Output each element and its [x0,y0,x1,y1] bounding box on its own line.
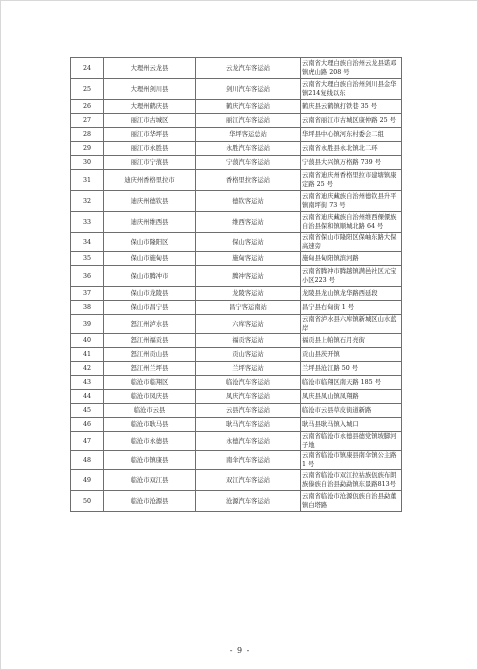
table-row [71,170,402,191]
address-cell: 宁蒗县大兴镇万格路 739 号 [301,156,402,170]
table-row [71,252,402,266]
table-row [71,315,402,334]
station-name-cell: 剑川汽车客运站 [196,79,301,100]
row-number-cell: 40 [71,334,104,348]
station-name-cell: 施甸客运站 [196,252,301,266]
station-name-cell: 临沧汽车客运站 [196,376,301,390]
address-cell: 云南省永胜县永北镇北二环 [301,142,402,156]
region-cell: 怒江州福贡县 [104,334,196,348]
table-row [71,128,402,142]
table-row [71,233,402,252]
address-cell: 临沧市临翔区南天路 185 号 [301,376,402,390]
row-number-cell: 28 [71,128,104,142]
station-name-cell: 云龙汽车客运站 [196,58,301,79]
region-cell: 迪庆州维西县 [104,212,196,233]
address-cell: 贡山县茨开镇 [301,348,402,362]
station-name-cell: 云县汽车客运站 [196,404,301,418]
address-cell: 云南省泸水县六库镇新城区山水蓝岸 [301,315,402,334]
address-cell: 云南省临沧市沧源佤族自治县勐董镇白塔路 [301,491,402,512]
address-cell: 云南省保山市隆阳区保岫东路大保高速旁 [301,233,402,252]
region-cell: 临沧市永德县 [104,432,196,451]
row-number-cell: 48 [71,451,104,470]
region-cell: 保山市隆阳区 [104,233,196,252]
row-number-cell: 24 [71,58,104,79]
address-cell: 兰坪县沧江路 50 号 [301,362,402,376]
bus-station-table [70,57,402,512]
table-row [71,418,402,432]
row-number-cell: 38 [71,301,104,315]
address-cell: 云南省迪庆州香格里拉市建塘镇康定路 25 号 [301,170,402,191]
region-cell: 临沧市云县 [104,404,196,418]
address-cell: 云南省腾冲市腾越镇满邑社区元宝小区223 号 [301,266,402,287]
station-name-cell: 耿马汽车客运站 [196,418,301,432]
row-number-cell: 36 [71,266,104,287]
region-cell: 临沧市镇康县 [104,451,196,470]
table-row [71,334,402,348]
table-row [71,404,402,418]
station-name-cell: 凤庆汽车客运站 [196,390,301,404]
address-cell: 华坪县中心镇河东村委会二组 [301,128,402,142]
station-name-cell: 华坪客运总站 [196,128,301,142]
station-name-cell: 昌宁客运南站 [196,301,301,315]
station-name-cell: 福贡客运站 [196,334,301,348]
page-number: - 9 - [229,646,251,655]
row-number-cell: 37 [71,287,104,301]
station-name-cell: 丽江汽车客运站 [196,114,301,128]
row-number-cell: 49 [71,470,104,491]
region-cell: 保山市昌宁县 [104,301,196,315]
region-cell: 临沧市凤庆县 [104,390,196,404]
station-name-cell: 沧源汽车客运站 [196,491,301,512]
table-row [71,114,402,128]
station-name-cell: 六库客运站 [196,315,301,334]
region-cell: 丽江市永胜县 [104,142,196,156]
station-name-cell: 腾冲客运站 [196,266,301,287]
station-name-cell: 鹤庆汽车客运站 [196,100,301,114]
address-cell: 云南省迪庆藏族自治州维西傈僳族自治县保和镇顺城北路 64 号 [301,212,402,233]
table-row [71,100,402,114]
station-name-cell: 龙陵客运站 [196,287,301,301]
station-name-cell: 兰坪客运站 [196,362,301,376]
row-number-cell: 39 [71,315,104,334]
station-name-cell: 永胜汽车客运站 [196,142,301,156]
station-name-cell: 贡山客运站 [196,348,301,362]
row-number-cell: 44 [71,390,104,404]
row-number-cell: 30 [71,156,104,170]
region-cell: 大理州鹤庆县 [104,100,196,114]
row-number-cell: 45 [71,404,104,418]
table-row [71,79,402,100]
address-cell: 云南省临沧市双江拉祜族佤族布朗族傣族自治县勐勐镇东景路813号 [301,470,402,491]
table-row [71,191,402,212]
station-name-cell: 南伞汽车客运站 [196,451,301,470]
table-row [71,212,402,233]
row-number-cell: 50 [71,491,104,512]
address-cell: 云南省丽江市古城区康仲路 25 号 [301,114,402,128]
table-row [71,376,402,390]
region-cell: 丽江市古城区 [104,114,196,128]
address-cell: 福贡县上帕镇石月亮街 [301,334,402,348]
table-row [71,362,402,376]
table-row [71,451,402,470]
table-row [71,348,402,362]
region-cell: 保山市龙陵县 [104,287,196,301]
station-name-cell: 维西客运站 [196,212,301,233]
row-number-cell: 43 [71,376,104,390]
row-number-cell: 35 [71,252,104,266]
row-number-cell: 27 [71,114,104,128]
region-cell: 大理州剑川县 [104,79,196,100]
address-cell: 云南省迪庆藏族自治州德钦县升平镇南坪街 73 号 [301,191,402,212]
address-cell: 凤庆县凤山镇凤翔路 [301,390,402,404]
table-row [71,390,402,404]
table-row [71,287,402,301]
row-number-cell: 42 [71,362,104,376]
region-cell: 怒江州贡山县 [104,348,196,362]
row-number-cell: 46 [71,418,104,432]
region-cell: 丽江市宁蒗县 [104,156,196,170]
row-number-cell: 34 [71,233,104,252]
station-name-cell: 德钦客运站 [196,191,301,212]
table-row [71,266,402,287]
address-cell: 云南省大理白族自治州云龙县诺邓镇虎山路 208 号 [301,58,402,79]
address-cell: 云南省大理白族自治州剑川县金华镇214复线以东 [301,79,402,100]
table-row [71,142,402,156]
region-cell: 临沧市沧源县 [104,491,196,512]
address-cell: 鹤庆县云鹤镇打铁巷 35 号 [301,100,402,114]
table-row [71,432,402,451]
address-cell: 昌宁县右甸街 1 号 [301,301,402,315]
address-cell: 临沧市云县草皮街道新路 [301,404,402,418]
address-cell: 施甸县甸阳镇滨河路 [301,252,402,266]
address-cell: 耿马县耿马镇入城口 [301,418,402,432]
row-number-cell: 29 [71,142,104,156]
address-cell: 龙陵县龙山镇龙华路西延段 [301,287,402,301]
row-number-cell: 33 [71,212,104,233]
region-cell: 大理州云龙县 [104,58,196,79]
region-cell: 怒江州泸水县 [104,315,196,334]
region-cell: 临沧市耿马县 [104,418,196,432]
region-cell: 丽江市华坪县 [104,128,196,142]
region-cell: 临沧市临翔区 [104,376,196,390]
table-row [71,156,402,170]
station-name-cell: 双江汽车客运站 [196,470,301,491]
table-row [71,58,402,79]
station-name-cell: 保山客运站 [196,233,301,252]
region-cell: 临沧市双江县 [104,470,196,491]
address-cell: 云南省临沧市镇康县南伞镇公主路 1 号 [301,451,402,470]
row-number-cell: 25 [71,79,104,100]
station-name-cell: 香格里拉客运站 [196,170,301,191]
address-cell: 云南省临沧市永德县德党镇坡脚河子地 [301,432,402,451]
region-cell: 迪庆州香格里拉市 [104,170,196,191]
region-cell: 迪庆州德钦县 [104,191,196,212]
region-cell: 保山市腾冲市 [104,266,196,287]
table-body [71,58,402,512]
table-row [71,301,402,315]
station-name-cell: 宁蒗汽车客运站 [196,156,301,170]
row-number-cell: 26 [71,100,104,114]
row-number-cell: 47 [71,432,104,451]
row-number-cell: 41 [71,348,104,362]
station-name-cell: 永德汽车客运站 [196,432,301,451]
row-number-cell: 32 [71,191,104,212]
region-cell: 怒江州兰坪县 [104,362,196,376]
region-cell: 保山市施甸县 [104,252,196,266]
table-row [71,470,402,491]
row-number-cell: 31 [71,170,104,191]
table-row [71,491,402,512]
